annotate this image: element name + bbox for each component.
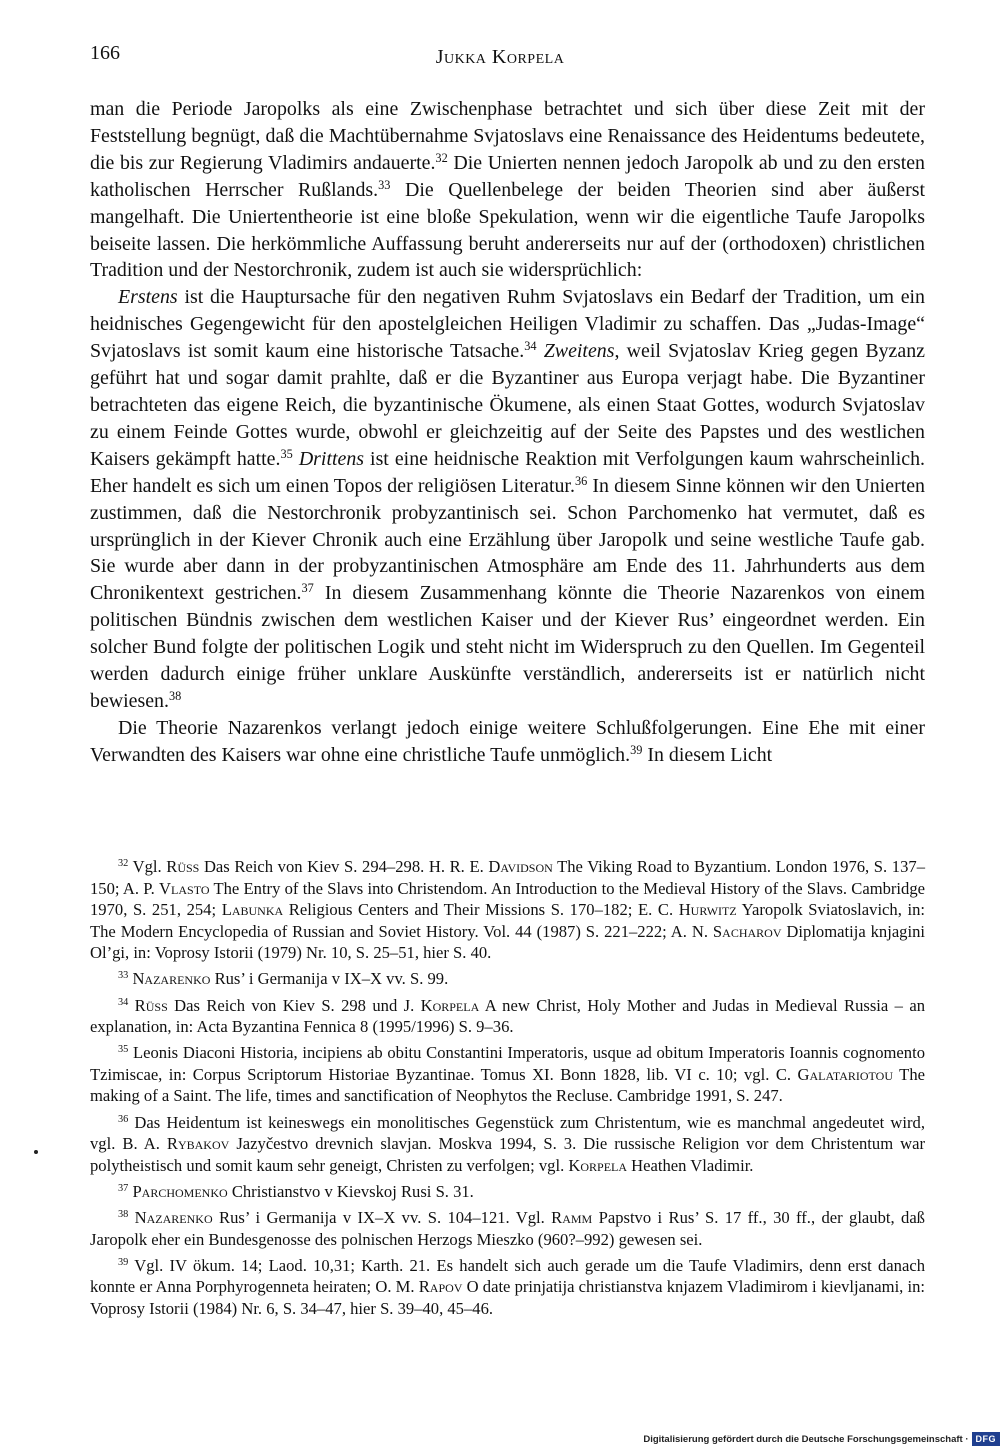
footnote-34 <box>90 995 925 1038</box>
text-run: Rus’ i Germanija v IX–X vv. S. 104–121. Vgl. <box>212 1207 552 1227</box>
footnote-number: 38 <box>118 1208 129 1220</box>
author-ref: Korpela <box>568 1155 628 1175</box>
footnote-ref-33[interactable]: 33 <box>378 177 391 192</box>
running-head <box>0 46 1000 69</box>
footnote-35 <box>90 1042 925 1107</box>
footnote-number: 34 <box>118 996 129 1008</box>
text-run: In diesem Zusammenhang könnte die Theorie Nazarenkos von einem politischen Bündnis zwischen dem westlichen Kaiser und der Kiever Rus’ eingeordnet werden. Ein solcher Bund folgte der politischen Logik und steht nicht im Widerspruch zu den Quellen. Im Gegenteil werden dadurch einige früher unklare Auskünfte verständlich, andererseits ist er natürlich nicht bewiesen. <box>90 582 926 712</box>
text-run: Papstvo i Rus’ S. 17 ff., 30 ff., der glaubt, daß Jaropolk eher ein Bundesgenosse des polnischen Herzogs Mieszko (960?–992) gewesen sei. <box>90 1207 925 1249</box>
author-ref: Rüss <box>166 857 200 876</box>
text-run: The Viking Road to Byzantium. London 1976, S. 137–150; A. P. <box>90 857 925 898</box>
text-run: Christianstvo v Kievskoj Rusi S. 31. <box>227 1181 474 1201</box>
text-run: man die Periode Jaropolks als eine Zwischenphase betrachtet und sich über diese Zeit mit der Feststellung begnügt, daß die Machtübernahme Svjatoslavs eine Renaissance des Heidentums bedeutete, die bis zur Regierung Vladimirs andauerte. <box>90 98 925 174</box>
text-run: Heathen Vladimir. <box>627 1155 754 1175</box>
author-ref: Korpela <box>420 995 480 1015</box>
footnote-ref-32[interactable]: 32 <box>435 150 448 165</box>
text-run: A new Christ, Holy Mother and Judas in Medieval Russia – an explanation, in: Acta Byzantina Fennica 8 (1995/1996) S. 9–36. <box>90 995 925 1037</box>
text-run: ist eine heidnische Reaktion mit Verfolgungen kaum wahrscheinlich. Eher handelt es sich um einen Topos der religiösen Literatur. <box>90 447 925 497</box>
text-run: Vgl. <box>128 857 167 876</box>
text-run: Das Reich von Kiev S. 298 und J. <box>167 995 421 1015</box>
author-ref: Nazarenko <box>134 1207 213 1227</box>
text-run: Das Reich von Kiev S. 294–298. H. R. E. <box>199 857 489 876</box>
footnote-ref-35[interactable]: 35 <box>280 446 293 461</box>
main-text <box>90 96 925 769</box>
text-run: Leonis Diaconi Historia, incipiens ab obitu Constantini Imperatoris, usque ad obitum Imperatoris Ioannis cognomento Tzimiscae, in: Corpus Scriptorum Historiae Byzantinae. Tomus XI. Bonn 1828, lib. VI c. 10; vgl. C. <box>90 1043 925 1084</box>
footnote-number: 39 <box>118 1256 129 1268</box>
author-ref: Rüss <box>134 995 168 1015</box>
text-run: Rus’ i Germanija v IX–X vv. S. 99. <box>210 969 449 989</box>
author-ref: Labunka <box>221 900 284 920</box>
text-run: O date prinjatija christianstva knjazem Vladimirom i kievljanami, in: Voprosy Istorii (1984) Nr. 6, S. 34–47, hier S. 39–40, 45–46. <box>90 1277 926 1318</box>
emphasis-zweitens: Zweitens <box>543 340 615 363</box>
text-run: In diesem Licht <box>642 743 773 766</box>
author-ref: Parchomenko <box>132 1181 228 1201</box>
paragraph-3 <box>90 715 925 769</box>
text-run: Die Theorie Nazarenkos verlangt jedoch einige weitere Schlußfolgerungen. Eine Ehe mit einer Verwandten des Kaisers war ohne eine christliche Taufe unmöglich. <box>90 716 925 766</box>
footnote-ref-34[interactable]: 34 <box>524 339 537 354</box>
dfg-logo: DFG <box>972 1432 1000 1446</box>
text-run: Die Unierten nennen jedoch Jaropolk ab und zu den ersten katholischen Herrscher Rußlands. <box>90 151 925 201</box>
paragraph-2 <box>90 284 925 715</box>
footnote-number: 33 <box>118 970 129 982</box>
footnote-ref-38[interactable]: 38 <box>168 688 182 703</box>
author-ref: Davidson <box>488 857 553 876</box>
footnote-ref-37[interactable]: 37 <box>301 581 314 596</box>
text-run: Diplomatija knjagini Ol’gi, in: Voprosy Istorii (1979) Nr. 10, S. 25–51, hier S. 40. <box>90 921 925 963</box>
text-run: In diesem Sinne können wir den Unierten zustimmen, daß die Nestorchronik probyzantinisch sei. Schon Parchomenko hat vermutet, daß es ursprünglich in der Kiever Chronik auch eine Erzählung über Jaropolk und seine westliche Taufe gab. Sie wurde aber dann in der probyzantinischen Atmosphäre am Ende des 11. Jahrhunderts aus dem Chronikentext gestrichen. <box>90 474 926 605</box>
footnote-number: 37 <box>118 1182 129 1194</box>
text-run: Das Heidentum ist keineswegs ein monolitisches Gegenstück zum Christentum, wie es manchmal angedeutet wird, vgl. B. A. <box>90 1112 925 1154</box>
text-run: Die Quellenbelege der beiden Theorien sind aber äußerst mangelhaft. Die Uniertentheorie ist eine bloße Spekulation, wenn wir die eigentliche Taufe Jaropolks beiseite lassen. Die herkömmliche Auffassung beruht andererseits nur auf der (orthodoxen) christlichen Tradition und der Nestorchronik, zudem ist auch sie widersprüchlich: <box>90 178 925 282</box>
footnote-ref-36[interactable]: 36 <box>574 473 588 488</box>
footnote-32 <box>90 856 925 964</box>
author-ref: Vlasto <box>159 878 210 898</box>
text-run: , weil Svjatoslav Krieg gegen Byzanz geführt hat und sogar damit prahlte, daß er die Byzantiner aus Europa verjagt habe. Die Byzantiner betrachteten das eigene Reich, die byzantinische Ökumene, als einen Staat Gottes, wodurch Svjatoslav zu einem Feinde Gottes wurde, obwohl er gleichzeitig auf der Seite des Papstes und des westlichen Kaisers gekämpft hatte. <box>90 340 925 470</box>
footer-text: Digitalisierung gefördert durch die Deutsche Forschungsgemeinschaft · <box>643 1433 969 1445</box>
emphasis-erstens: Erstens <box>118 286 178 309</box>
footnotes <box>90 856 925 1324</box>
paragraph-1 <box>90 96 925 284</box>
author-ref: Rapov <box>418 1277 463 1297</box>
footnote-33 <box>90 968 925 990</box>
footnote-36 <box>90 1112 925 1177</box>
author-name: Jukka Korpela <box>435 46 565 68</box>
author-ref: Galatariotou <box>797 1064 893 1084</box>
text-run: Religious Centers and Their Missions S. 170–182; E. C. <box>283 900 679 920</box>
author-ref: Ramm <box>551 1207 593 1227</box>
digitization-footer <box>643 1430 1000 1448</box>
footnote-number: 35 <box>118 1044 129 1056</box>
footnote-number: 32 <box>118 858 129 869</box>
text-run: Vgl. IV ökum. 14; Laod. 10,31; Karth. 21. Es handelt sich auch gerade um die Taufe Vladimirs, denn erst danach konnte er Anna Porphyrogenneta heiraten; O. M. <box>90 1255 925 1297</box>
footnote-37 <box>90 1181 925 1203</box>
text-run: Jazyčestvo drevnich slavjan. Moskva 1994, S. 3. Die russische Religion vor dem Christentum war polytheistisch und somit kaum sehr geneigt, Christen zu verfolgen; vgl. <box>90 1134 926 1175</box>
scan-speck <box>34 1150 38 1154</box>
footnote-number: 36 <box>118 1113 129 1125</box>
author-ref: Nazarenko <box>132 969 211 989</box>
page-number: 166 <box>90 42 120 64</box>
text-run: ist die Hauptursache für den negativen Ruhm Svjatoslavs ein Bedarf der Tradition, um ein heidnisches Gegengewicht für den apostelgleichen Heiligen Vladimir zu schaffen. Das „Judas-Image“ Svjatoslavs ist somit kaum eine historische Tatsache. <box>90 286 925 363</box>
footnote-ref-39[interactable]: 39 <box>630 742 643 757</box>
author-ref: Sacharov <box>712 921 782 941</box>
text-run: Yaropolk Sviatoslavich, in: The Modern Encyclopedia of Russian and Soviet History. Vol. 44 (1987) S. 221–222; A. N. <box>90 900 925 941</box>
footnote-39 <box>90 1255 925 1320</box>
footnote-38 <box>90 1207 925 1250</box>
text-run: The making of a Saint. The life, times and sanctification of Neophytos the Recluse. Cambridge 1991, S. 247. <box>90 1064 925 1106</box>
author-ref: Hurwitz <box>678 900 737 920</box>
author-ref: Rybakov <box>166 1134 230 1154</box>
emphasis-drittens: Drittens <box>298 447 365 470</box>
text-run: The Entry of the Slavs into Christendom. An Introduction to the Medieval History of the Slavs. Cambridge 1970, S. 251, 254; <box>90 878 925 920</box>
